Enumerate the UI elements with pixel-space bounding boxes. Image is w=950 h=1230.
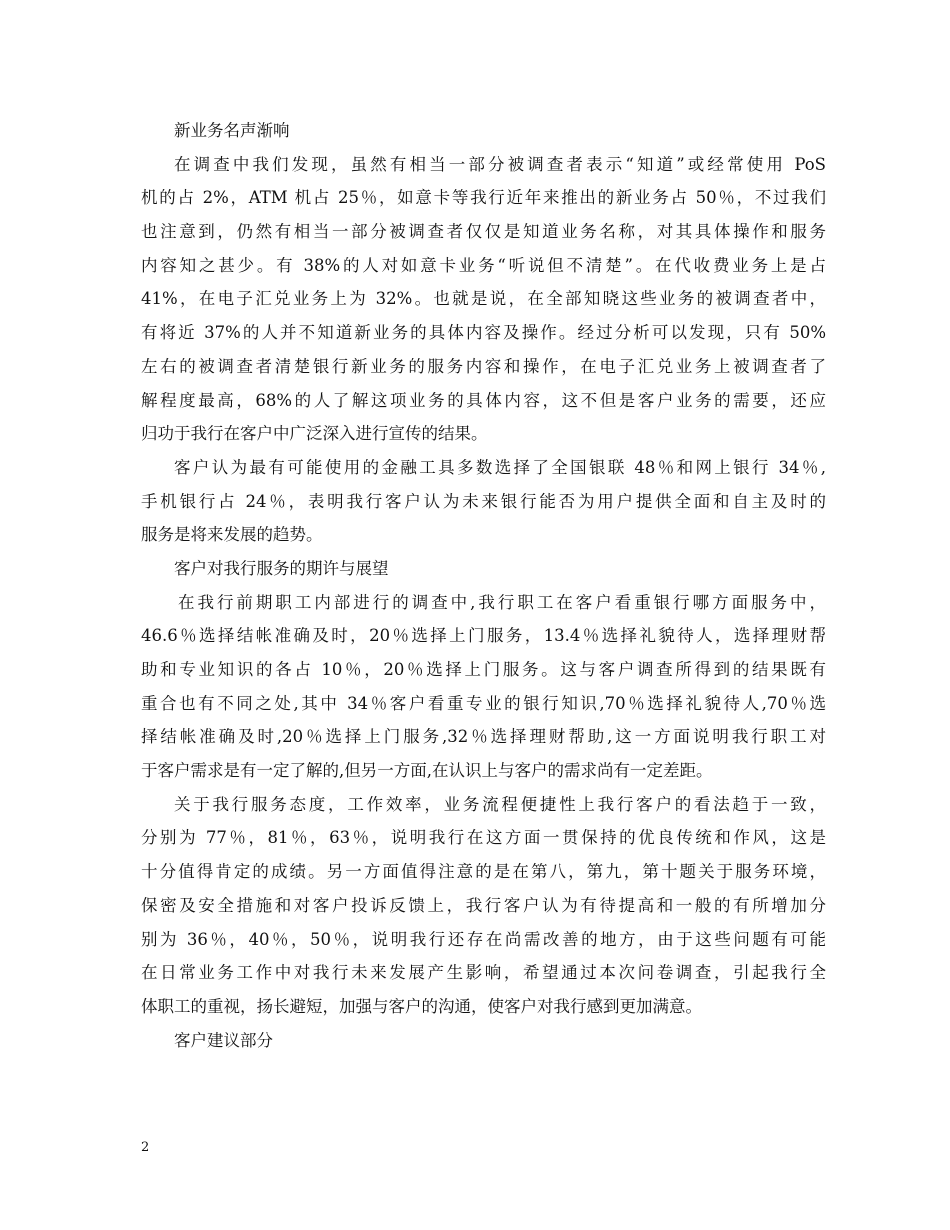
section-heading: 客户建议部分: [174, 1030, 273, 1050]
text-line: 于客户需求是有一定了解的,但另一方面,在认识上与客户的需求尚有一定差距。: [141, 761, 713, 781]
text-line: 归功于我行在客户中广泛深入进行宣传的结果。: [141, 424, 488, 444]
text-line: 择结帐准确及时,20％选择上门服务,32％选择理财帮助,这一方面说明我行职工对: [141, 727, 826, 747]
text-line: 体职工的重视，扬长避短，加强与客户的沟通，使客户对我行感到更加满意。: [141, 996, 702, 1016]
text-line: 别为 36％，40％，50％，说明我行还存在尚需改善的地方，由于这些问题有可能: [141, 929, 826, 949]
text-line: 也注意到，仍然有相当一部分被调查者仅仅是知道业务名称，对其具体操作和服务: [141, 222, 826, 242]
text-line: 助和专业知识的各占 10％，20％选择上门服务。这与客户调查所得到的结果既有: [141, 660, 826, 679]
section-heading: 客户对我行服务的期许与展望: [174, 558, 389, 578]
section-heading: 新业务名声渐响: [174, 121, 290, 140]
text-line: 左右的被调查者清楚银行新业务的服务内容和操作，在电子汇兑业务上被调查者了: [141, 356, 826, 376]
text-line: 手机银行占 24％，表明我行客户认为未来银行能否为用户提供全面和自主及时的: [141, 491, 826, 511]
text-line: 关于我行服务态度，工作效率，业务流程便捷性上我行客户的看法趋于一致，: [174, 794, 826, 814]
text-line: 十分值得肯定的成绩。另一方面值得注意的是在第八，第九，第十题关于服务环境，: [141, 862, 826, 882]
text-line: 服务是将来发展的趋势。: [141, 525, 323, 545]
document-body: [141, 114, 826, 1057]
text-line: 机的占 2%，ATM 机占 25％，如意卡等我行近年来推出的新业务占 50％，不过我们: [141, 188, 826, 208]
text-line: 41%，在电子汇兑业务上为 32%。也就是说，在全部知晓这些业务的被调查者中，: [141, 289, 826, 309]
text-line: 46.6％选择结帐准确及时，20％选择上门服务，13.4％选择礼貌待人，选择理财帮: [141, 626, 826, 646]
text-line: 保密及安全措施和对客户投诉反馈上，我行客户认为有待提高和一般的有所增加分: [141, 895, 826, 915]
text-line: 在我行前期职工内部进行的调查中,我行职工在客户看重银行哪方面服务中，: [178, 592, 826, 612]
text-line: 解程度最高，68%的人了解这项业务的具体内容，这不但是客户业务的需要，还应: [141, 390, 826, 410]
text-line: 客户认为最有可能使用的金融工具多数选择了全国银联 48％和网上银行 34％,: [174, 457, 826, 477]
text-line: 有将近 37%的人并不知道新业务的具体内容及操作。经过分析可以发现，只有 50%: [141, 323, 826, 343]
text-line: 内容知之甚少。有 38%的人对如意卡业务“听说但不清楚”。在代收费业务上是占: [141, 255, 826, 275]
page-number: 2: [141, 1140, 150, 1155]
text-line: 分别为 77％，81％，63％，说明我行在这方面一贯保持的优良传统和作风，这是: [141, 828, 826, 848]
text-line: 在日常业务工作中对我行未来发展产生影响，希望通过本次问卷调查，引起我行全: [141, 963, 826, 983]
text-line: 在调查中我们发现，虽然有相当一部分被调查者表示“知道”或经常使用 PoS: [174, 154, 826, 174]
text-line: 重合也有不同之处,其中 34％客户看重专业的银行知识,70％选择礼貌待人,70％选: [141, 693, 826, 713]
